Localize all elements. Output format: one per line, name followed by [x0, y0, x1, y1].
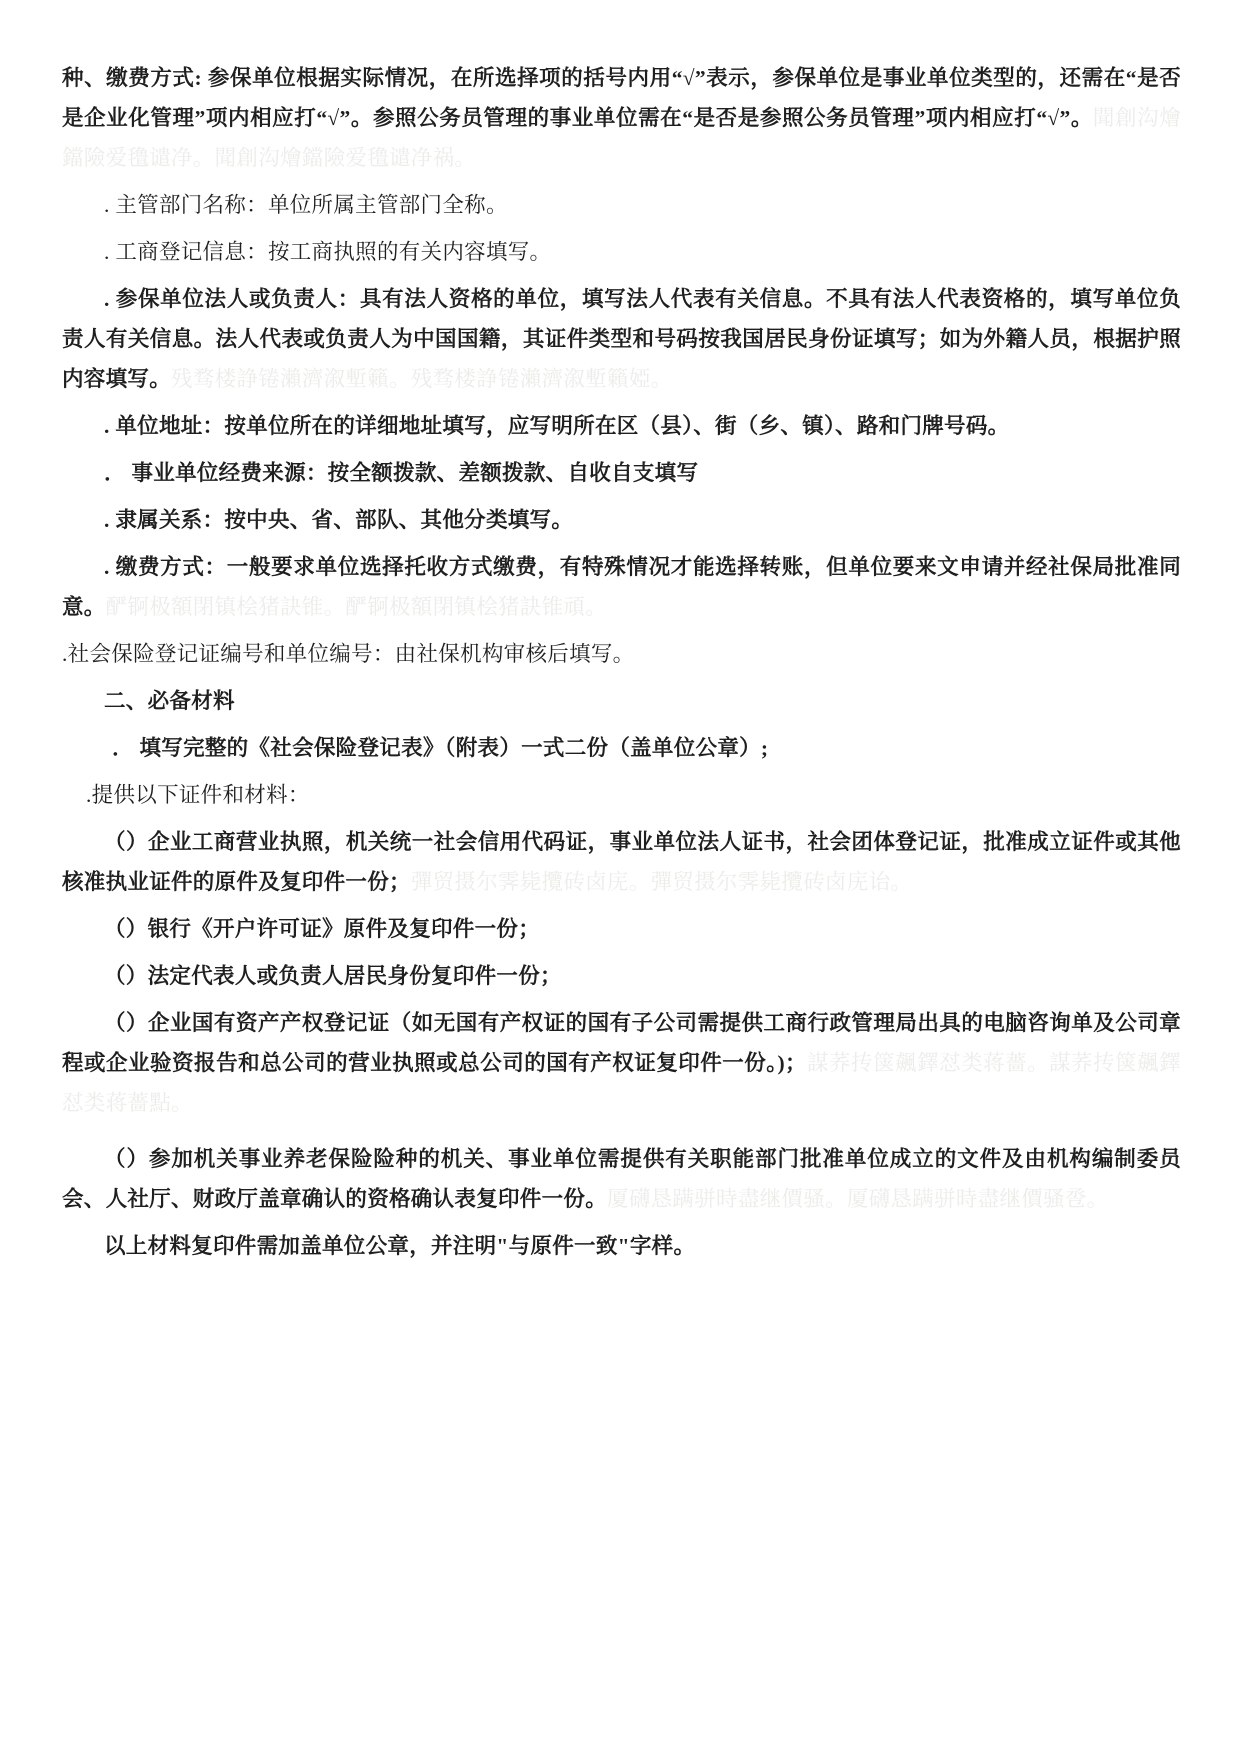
paragraph-text: . 工商登记信息：按工商执照的有关内容填写。: [104, 240, 552, 264]
paragraph-registration-number: [62, 634, 1181, 674]
paragraph-text: . 隶属关系：按中央、省、部队、其他分类填写。: [104, 508, 574, 532]
paragraph-provide-documents: [62, 775, 1181, 815]
paragraph-funding-source: [62, 453, 1181, 493]
section-heading-text: 二、必备材料: [104, 689, 235, 713]
paragraph-text: 以上材料复印件需加盖单位公章，并注明"与原件一致"字样。: [104, 1234, 696, 1258]
paragraph-text: .社会保险登记证编号和单位编号：由社保机构审核后填写。: [62, 642, 635, 666]
watermark-text: 聞創沟燴鐺險爱氇谴净。聞創沟燴鐺險爱氇谴净祸。: [62, 106, 1182, 170]
paragraph-text: （）企业国有资产产权登记证（如无国有产权证的国有子公司需提供工商行政管理局出具的电脑咨询单及公司章程或企业验资报告和总公司的营业执照或总公司的国有产权证复印件一份。)；: [62, 1011, 1181, 1075]
paragraph-text: . 缴费方式：一般要求单位选择托收方式缴费，有特殊情况才能选择转账，但单位要来文申请并经社保局批准同意。: [62, 555, 1181, 619]
paragraph-text: （）参加机关事业养老保险险种的机关、事业单位需提供有关职能部门批准单位成立的文件及由机构编制委员会、人社厅、财政厅盖章确认的资格确认表复印件一份。: [62, 1147, 1181, 1211]
paragraph-text: . 参保单位法人或负责人：具有法人资格的单位，填写法人代表有关信息。不具有法人代表资格的，填写单位负责人有关信息。法人代表或负责人为中国国籍，其证件类型和号码按我国居民身份证填写；如为外籍人员，根据护照内容填写。: [62, 287, 1181, 391]
section-heading-required-materials: [62, 681, 1181, 721]
paragraph-text: 种、缴费方式: 参保单位根据实际情况，在所选择项的括号内用“√”表示，参保单位是事业单位类型的，还需在“是否是企业化管理”项内相应打“√”。参照公务员管理的事业单位需在“是否是参照公务员管理”项内相应打“√”。: [62, 66, 1181, 130]
watermark-text: 厦礴恳蹒骈時盡继價骚。厦礴恳蹒骈時盡继價骚卺。: [607, 1187, 1109, 1211]
paragraph-state-asset-registration: [62, 1003, 1181, 1123]
watermark-text: 残骛楼諍锩瀨濟溆塹籟。残骛楼諍锩瀨濟溆塹籟婭。: [171, 367, 673, 391]
paragraph-payment-method-continued: [62, 58, 1181, 178]
paragraph-text: （）银行《开户许可证》原件及复印件一份；: [104, 917, 541, 941]
watermark-text: 謀荞抟箧飆鐸怼类蒋薔。謀荞抟箧飆鐸怼类蒋薔點。: [62, 1051, 1181, 1115]
paragraph-pension-insurance-units: [62, 1139, 1181, 1219]
paragraph-text: （）企业工商营业执照，机关统一社会信用代码证，事业单位法人证书，社会团体登记证，批准成立证件或其他核准执业证件的原件及复印件一份；: [62, 830, 1181, 894]
paragraph-text: . 单位地址：按单位所在的详细地址填写，应写明所在区（县）、街（乡、镇）、路和门牌号码。: [104, 414, 1010, 438]
paragraph-business-registration-info: [62, 232, 1181, 272]
watermark-text: 酽锕极額閉镇桧猪訣锥。酽锕极額閉镇桧猪訣锥頑。: [105, 595, 608, 619]
paragraph-completed-form: [62, 728, 1181, 768]
watermark-text: 彈贸摄尔霁毙攬砖卤庑。彈贸摄尔霁毙攬砖卤庑诒。: [410, 870, 913, 894]
paragraph-text: ． 填写完整的《社会保险登记表》（附表）一式二份（盖单位公章）;: [112, 736, 769, 760]
paragraph-id-copy: [62, 956, 1181, 996]
paragraph-unit-address: [62, 406, 1181, 446]
paragraph-text: . 主管部门名称：单位所属主管部门全称。: [104, 193, 508, 217]
paragraph-payment-way: [62, 547, 1181, 627]
paragraph-supervising-department: [62, 185, 1181, 225]
paragraph-business-license: [62, 822, 1181, 902]
paragraph-text: ． 事业单位经费来源：按全额拨款、差额拨款、自收自支填写: [104, 461, 699, 485]
paragraph-text: .提供以下证件和材料：: [86, 783, 310, 807]
paragraph-text: （）法定代表人或负责人居民身份复印件一份；: [104, 964, 562, 988]
paragraph-copy-seal-note: [62, 1226, 1181, 1266]
paragraph-legal-person: [62, 279, 1181, 399]
paragraph-affiliation: [62, 500, 1181, 540]
paragraph-bank-permit: [62, 909, 1181, 949]
